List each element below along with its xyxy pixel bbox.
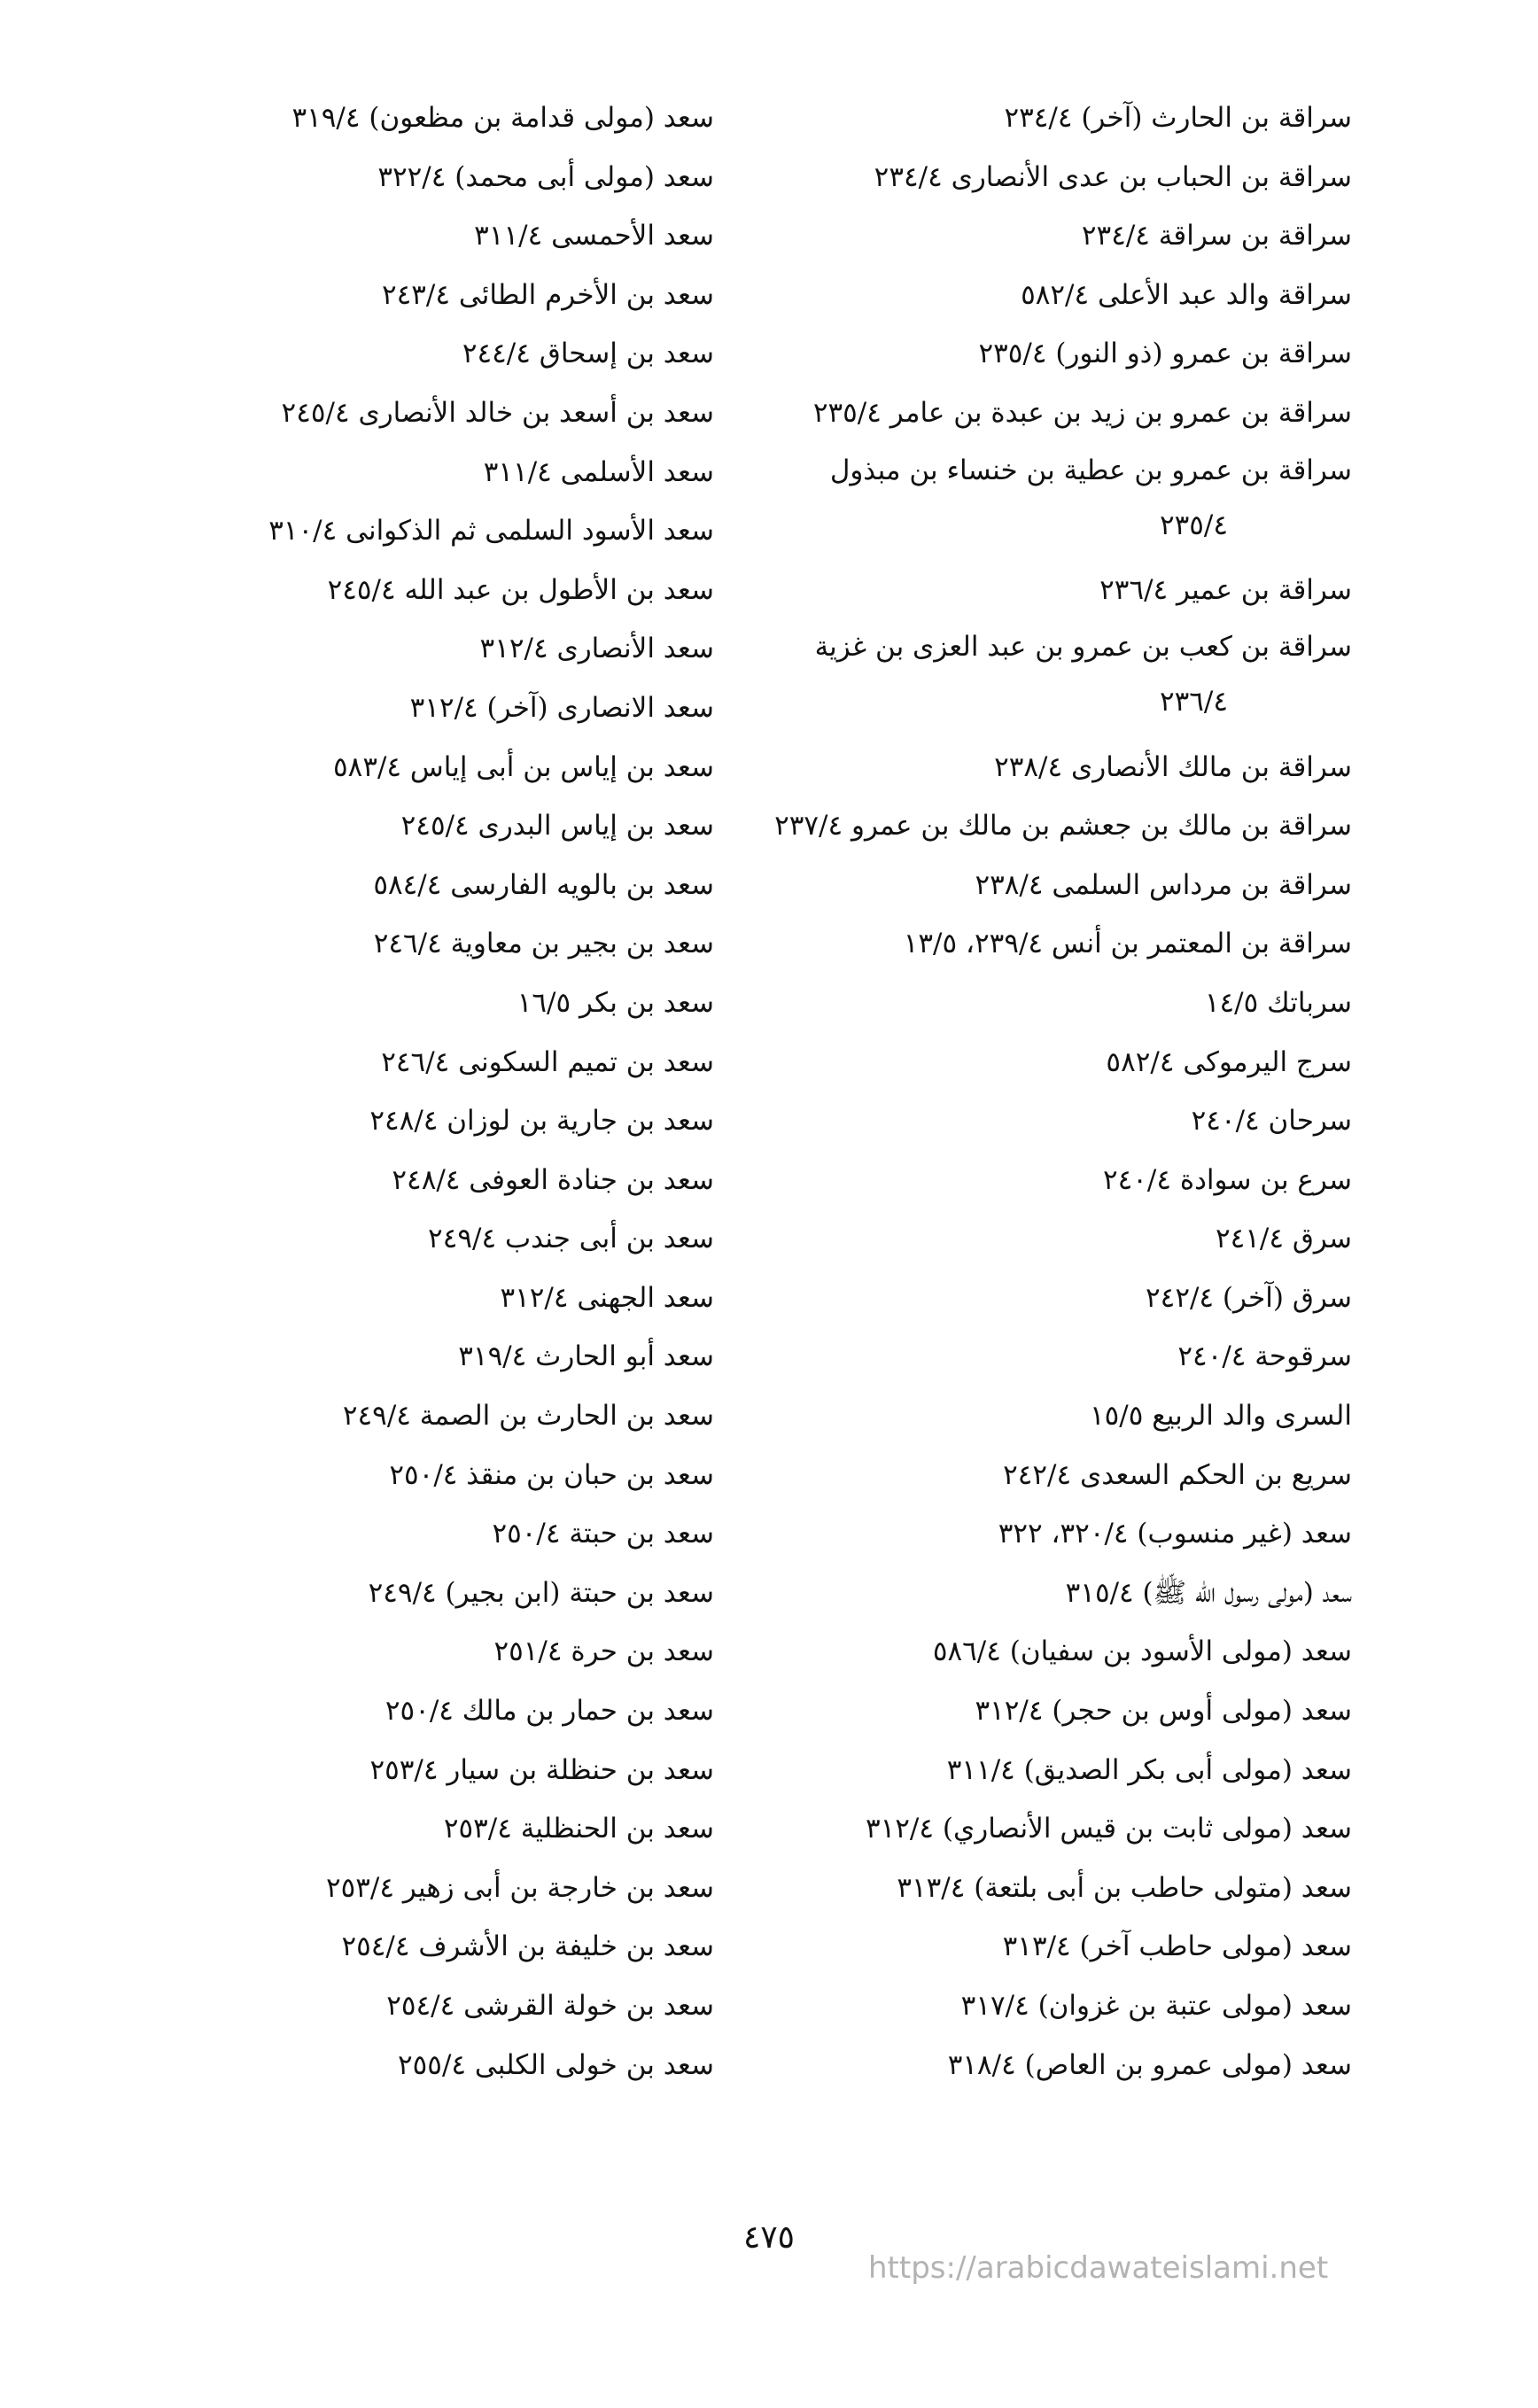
index-entry: سعد بن الأخرم الطائى ٢٤٣/٤ <box>381 278 714 311</box>
index-entry: سعد الأسود السلمى ثم الذكوانى ٣١٠/٤ <box>268 515 714 548</box>
index-entry: سراقة بن الحارث (آخر) ٢٣٤/٤ <box>1004 102 1352 134</box>
index-entry: سعد (مولى الأسود بن سفيان) ٥٨٦/٤ <box>932 1635 1352 1668</box>
index-entry: سعد بن خارجة بن أبى زهير ٢٥٣/٤ <box>325 1871 714 1904</box>
index-entry: سعد بن حبتة (ابن بجير) ٢٤٩/٤ <box>368 1576 714 1609</box>
index-entry: سعد بن أسعد بن خالد الأنصارى ٢٤٥/٤ <box>281 396 714 429</box>
left-index-column <box>94 89 714 2094</box>
index-entry: سعد الأحمسى ٣١١/٤ <box>474 220 714 252</box>
index-entry: سعد بن بالويه الفارسى ٥٨٤/٤ <box>373 868 714 901</box>
index-entry: سراقة بن الحباب بن عدى الأنصارى ٢٣٤/٤ <box>874 160 1352 193</box>
index-entry <box>714 619 1352 737</box>
index-entry: سعد بن إياس البدرى ٢٤٥/٤ <box>400 810 714 843</box>
index-entry: سعد (مولى أبى بكر الصديق) ٣١١/٤ <box>946 1753 1352 1786</box>
index-entry: سراقة بن مرداس السلمى ٢٣٨/٤ <box>975 868 1352 901</box>
index-entry-continuation: ٢٣٥/٤ <box>1159 509 1228 541</box>
index-entry: سعد بن تميم السكونى ٢٤٦/٤ <box>381 1045 714 1078</box>
index-entry: سعد بن الحنظلية ٢٥٣/٤ <box>443 1813 714 1845</box>
index-entry: سعد الأنصارى ٣١٢/٤ <box>479 633 714 665</box>
index-entry: سعد الجهنى ٣١٢/٤ <box>500 1281 714 1314</box>
index-entry: السرى والد الربيع ١٥/٥ <box>1090 1400 1352 1433</box>
index-entry: سراقة بن عمرو بن زيد بن عبدة بن عامر ٢٣٥/٤ <box>812 396 1352 429</box>
index-entry: سراقة بن سراقة ٢٣٤/٤ <box>1081 220 1352 252</box>
index-entry: سعد (مولى قدامة بن مظعون) ٣١٩/٤ <box>291 102 714 134</box>
index-entry: سعد بن خولى الكلبى ٢٥٥/٤ <box>398 2048 714 2081</box>
index-entry: سرق ٢٤١/٤ <box>1215 1223 1352 1255</box>
index-entry: سعد الانصارى (آخر) ٣١٢/٤ <box>409 691 714 724</box>
index-entry: سرحان ٢٤٠/٤ <box>1191 1105 1352 1138</box>
index-entry: سعد (مولى حاطب آخر) ٣١٣/٤ <box>1002 1930 1352 1963</box>
index-entry: سراقة بن عمير ٢٣٦/٤ <box>1099 573 1352 606</box>
index-entry-text: سراقة بن عمرو بن عطية بن خنساء بن مبذول <box>829 454 1352 486</box>
index-entry: سعد بن حنظلة بن سيار ٢٥٣/٤ <box>369 1753 714 1786</box>
index-entry: سعد بن خولة القرشى ٢٥٤/٤ <box>386 1990 714 2022</box>
index-entry: سعد بن حمار بن مالك ٢٥٠/٤ <box>384 1695 714 1728</box>
index-entry: سراقة بن مالك الأنصارى ٢٣٨/٤ <box>994 750 1352 783</box>
index-entry: سعد (متولى حاطب بن أبى بلتعة) ٣١٣/٤ <box>897 1871 1352 1904</box>
index-entry: سعد بن إسحاق ٢٤٤/٤ <box>462 338 714 370</box>
index-entry: سعد الأسلمى ٣١١/٤ <box>483 455 714 488</box>
index-entry: سعد (مولى عمرو بن العاص) ٣١٨/٤ <box>947 2048 1352 2081</box>
index-entry: سعد (مولى عتبة بن غزوان) ٣١٧/٤ <box>960 1990 1352 2022</box>
index-entry: سعد (مولى رسول الله ﷺ) ٣١٥/٤ <box>1065 1576 1352 1609</box>
index-entry: سراقة والد عبد الأعلى ٥٨٢/٤ <box>1021 278 1352 311</box>
index-entry: سعد بن حرة ٢٥١/٤ <box>493 1635 714 1668</box>
index-entry: سريع بن الحكم السعدى ٢٤٢/٤ <box>1003 1458 1352 1491</box>
index-entry: سعد بن جنادة العوفى ٢٤٨/٤ <box>392 1163 714 1196</box>
index-entry: سعد (مولى أبى محمد) ٣٢٢/٤ <box>377 160 714 193</box>
index-entry-continuation: ٢٣٦/٤ <box>1159 686 1228 719</box>
index-entry: سعد (مولى ثابت بن قيس الأنصاري) ٣١٢/٤ <box>865 1813 1352 1845</box>
index-entry: سعد بن حبتة ٢٥٠/٤ <box>492 1518 714 1550</box>
index-entry-text: سراقة بن كعب بن عمرو بن عبد العزى بن غزية <box>814 631 1352 664</box>
index-entry: سرق (آخر) ٢٤٢/٤ <box>1146 1281 1352 1314</box>
index-entry: سرقوحة ٢٤٠/٤ <box>1177 1340 1352 1373</box>
index-entry: سعد (مولى أوس بن حجر) ٣١٢/٤ <box>975 1695 1352 1728</box>
index-entry: سعد بن خليفة بن الأشرف ٢٥٤/٤ <box>341 1930 714 1963</box>
index-entry: سعد بن الحارث بن الصمة ٢٤٩/٤ <box>342 1400 714 1433</box>
index-entry: سرباتك ١٤/٥ <box>1204 986 1352 1019</box>
index-entry: سعد أبو الحارث ٣١٩/٤ <box>458 1340 714 1373</box>
index-entry: سعد (غير منسوب) ٣٢٠/٤، ٣٢٢ <box>998 1518 1352 1550</box>
index-entry: سراقة بن المعتمر بن أنس ٢٣٩/٤، ١٣/٥ <box>903 928 1352 960</box>
index-entry <box>714 443 1352 561</box>
right-index-column <box>714 89 1352 2094</box>
index-entry: سراقة بن مالك بن جعشم بن مالك بن عمرو ٢٣٧/٤ <box>774 810 1352 843</box>
index-entry: سراقة بن عمرو (ذو النور) ٢٣٥/٤ <box>978 338 1352 370</box>
index-entry: سعد بن حبان بن منقذ ٢٥٠/٤ <box>389 1458 714 1491</box>
index-entry: سرع بن سوادة ٢٤٠/٤ <box>1102 1163 1352 1196</box>
index-entry: سرج اليرموكى ٥٨٢/٤ <box>1106 1045 1352 1078</box>
page-number: ٤٧٥ <box>742 2219 795 2256</box>
index-entry: سعد بن أبى جندب ٢٤٩/٤ <box>428 1223 714 1255</box>
index-entry: سعد بن إياس بن أبى إياس ٥٨٣/٤ <box>333 750 714 783</box>
watermark-url: https://arabicdawateislami.net <box>868 2250 1329 2286</box>
index-entry: سعد بن بكر ١٦/٥ <box>517 986 714 1019</box>
index-entry: سعد بن بجير بن معاوية ٢٤٦/٤ <box>373 928 714 960</box>
index-entry: سعد بن جارية بن لوزان ٢٤٨/٤ <box>369 1105 714 1138</box>
index-entry: سعد بن الأطول بن عبد الله ٢٤٥/٤ <box>327 573 714 606</box>
